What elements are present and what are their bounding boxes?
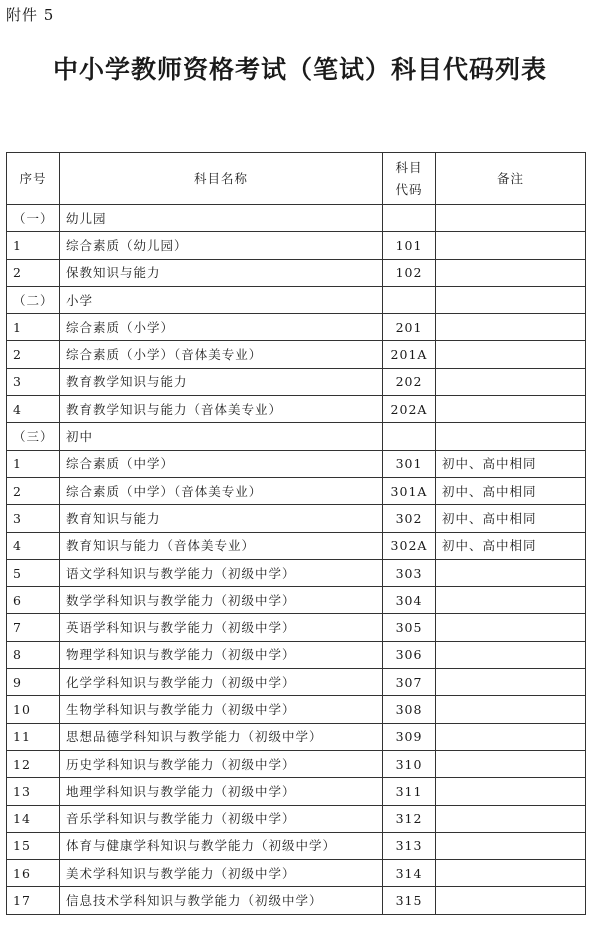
table-row bbox=[7, 232, 586, 259]
row-subject-code: 202 bbox=[383, 368, 436, 395]
header-name: 科目名称 bbox=[60, 153, 383, 205]
row-number: 5 bbox=[7, 559, 60, 586]
row-subject-code: 307 bbox=[383, 669, 436, 696]
row-number: 1 bbox=[7, 450, 60, 477]
row-subject-name: 教育知识与能力（音体美专业） bbox=[60, 532, 383, 559]
row-note: 初中、高中相同 bbox=[436, 532, 586, 559]
row-subject-name: 数学学科知识与教学能力（初级中学） bbox=[60, 587, 383, 614]
row-note bbox=[436, 259, 586, 286]
row-number: 16 bbox=[7, 860, 60, 887]
row-note bbox=[436, 832, 586, 859]
row-note bbox=[436, 314, 586, 341]
row-subject-code: 302A bbox=[383, 532, 436, 559]
table-row bbox=[7, 559, 586, 586]
row-subject-code: 308 bbox=[383, 696, 436, 723]
row-subject-name: 综合素质（中学） bbox=[60, 450, 383, 477]
row-number: 3 bbox=[7, 505, 60, 532]
row-note bbox=[436, 559, 586, 586]
table-row bbox=[7, 505, 586, 532]
table-row bbox=[7, 778, 586, 805]
row-note: 初中、高中相同 bbox=[436, 477, 586, 504]
row-subject-name: 教育知识与能力 bbox=[60, 505, 383, 532]
table-row bbox=[7, 396, 586, 423]
header-note: 备注 bbox=[436, 153, 586, 205]
row-subject-name: 综合素质（小学）（音体美专业） bbox=[60, 341, 383, 368]
row-subject-name: 英语学科知识与教学能力（初级中学） bbox=[60, 614, 383, 641]
table-row bbox=[7, 341, 586, 368]
row-subject-code: 303 bbox=[383, 559, 436, 586]
row-subject-code: 304 bbox=[383, 587, 436, 614]
row-note bbox=[436, 860, 586, 887]
row-note bbox=[436, 368, 586, 395]
row-note bbox=[436, 587, 586, 614]
row-number: 17 bbox=[7, 887, 60, 914]
header-number: 序号 bbox=[7, 153, 60, 205]
row-note bbox=[436, 341, 586, 368]
row-note: 初中、高中相同 bbox=[436, 505, 586, 532]
row-subject-name: 综合素质（幼儿园） bbox=[60, 232, 383, 259]
row-subject-code: 302 bbox=[383, 505, 436, 532]
row-subject-name: 幼儿园 bbox=[60, 205, 383, 232]
row-number: 2 bbox=[7, 341, 60, 368]
row-subject-code: 315 bbox=[383, 887, 436, 914]
row-subject-code: 313 bbox=[383, 832, 436, 859]
row-subject-name: 思想品德学科知识与教学能力（初级中学） bbox=[60, 723, 383, 750]
row-note bbox=[436, 669, 586, 696]
row-number: （三） bbox=[7, 423, 60, 450]
header-code-line1: 科目 bbox=[395, 159, 423, 175]
row-number: 9 bbox=[7, 669, 60, 696]
row-subject-code: 312 bbox=[383, 805, 436, 832]
row-subject-name: 生物学科知识与教学能力（初级中学） bbox=[60, 696, 383, 723]
row-number: 14 bbox=[7, 805, 60, 832]
header-code-line2: 代码 bbox=[395, 181, 423, 197]
row-subject-code: 102 bbox=[383, 259, 436, 286]
row-note bbox=[436, 778, 586, 805]
table-row bbox=[7, 750, 586, 777]
row-number: 2 bbox=[7, 477, 60, 504]
row-number: 2 bbox=[7, 259, 60, 286]
row-number: （二） bbox=[7, 286, 60, 313]
table-row bbox=[7, 477, 586, 504]
row-subject-name: 小学 bbox=[60, 286, 383, 313]
table-row bbox=[7, 587, 586, 614]
attachment-label: 附件 5 bbox=[6, 6, 55, 24]
row-subject-name: 综合素质（小学） bbox=[60, 314, 383, 341]
row-note bbox=[436, 805, 586, 832]
table-row bbox=[7, 860, 586, 887]
row-subject-code: 311 bbox=[383, 778, 436, 805]
row-note bbox=[436, 750, 586, 777]
row-subject-name: 初中 bbox=[60, 423, 383, 450]
row-subject-code: 301A bbox=[383, 477, 436, 504]
row-number: 1 bbox=[7, 314, 60, 341]
row-subject-name: 化学学科知识与教学能力（初级中学） bbox=[60, 669, 383, 696]
table-row bbox=[7, 314, 586, 341]
table-row bbox=[7, 887, 586, 914]
table-row bbox=[7, 259, 586, 286]
row-number: 7 bbox=[7, 614, 60, 641]
row-subject-name: 保教知识与能力 bbox=[60, 259, 383, 286]
row-number: 8 bbox=[7, 641, 60, 668]
row-subject-name: 教育教学知识与能力（音体美专业） bbox=[60, 396, 383, 423]
row-note bbox=[436, 887, 586, 914]
table-body bbox=[7, 153, 586, 915]
row-note: 初中、高中相同 bbox=[436, 450, 586, 477]
row-subject-name: 综合素质（中学）（音体美专业） bbox=[60, 477, 383, 504]
row-subject-name: 物理学科知识与教学能力（初级中学） bbox=[60, 641, 383, 668]
row-number: 13 bbox=[7, 778, 60, 805]
table-row bbox=[7, 641, 586, 668]
table-row bbox=[7, 832, 586, 859]
table-row bbox=[7, 669, 586, 696]
table-row bbox=[7, 805, 586, 832]
row-note bbox=[436, 641, 586, 668]
row-subject-code: 201 bbox=[383, 314, 436, 341]
table-row bbox=[7, 205, 586, 232]
row-subject-code bbox=[383, 423, 436, 450]
row-subject-name: 体育与健康学科知识与教学能力（初级中学） bbox=[60, 832, 383, 859]
table-row bbox=[7, 696, 586, 723]
table-row bbox=[7, 723, 586, 750]
row-note bbox=[436, 696, 586, 723]
row-number: 3 bbox=[7, 368, 60, 395]
table-row bbox=[7, 423, 586, 450]
table-header-row bbox=[7, 153, 586, 205]
row-note bbox=[436, 286, 586, 313]
row-number: 11 bbox=[7, 723, 60, 750]
row-number: 6 bbox=[7, 587, 60, 614]
table-row bbox=[7, 286, 586, 313]
row-subject-code: 301 bbox=[383, 450, 436, 477]
subject-code-table bbox=[6, 152, 586, 915]
row-subject-code: 310 bbox=[383, 750, 436, 777]
row-subject-code: 305 bbox=[383, 614, 436, 641]
row-number: （一） bbox=[7, 205, 60, 232]
row-subject-code: 309 bbox=[383, 723, 436, 750]
table-row bbox=[7, 614, 586, 641]
row-subject-name: 教育教学知识与能力 bbox=[60, 368, 383, 395]
row-subject-code bbox=[383, 286, 436, 313]
row-note bbox=[436, 723, 586, 750]
header-code bbox=[383, 153, 436, 205]
row-note bbox=[436, 232, 586, 259]
row-number: 12 bbox=[7, 750, 60, 777]
row-subject-code: 201A bbox=[383, 341, 436, 368]
row-note bbox=[436, 614, 586, 641]
row-subject-code: 306 bbox=[383, 641, 436, 668]
page-title: 中小学教师资格考试（笔试）科目代码列表 bbox=[52, 55, 547, 84]
row-number: 4 bbox=[7, 532, 60, 559]
row-number: 15 bbox=[7, 832, 60, 859]
row-note bbox=[436, 205, 586, 232]
table-row bbox=[7, 450, 586, 477]
row-subject-name: 历史学科知识与教学能力（初级中学） bbox=[60, 750, 383, 777]
row-subject-name: 美术学科知识与教学能力（初级中学） bbox=[60, 860, 383, 887]
row-subject-name: 信息技术学科知识与教学能力（初级中学） bbox=[60, 887, 383, 914]
row-subject-code: 314 bbox=[383, 860, 436, 887]
row-subject-name: 地理学科知识与教学能力（初级中学） bbox=[60, 778, 383, 805]
row-number: 4 bbox=[7, 396, 60, 423]
table-row bbox=[7, 532, 586, 559]
row-note bbox=[436, 396, 586, 423]
row-note bbox=[436, 423, 586, 450]
row-subject-code: 202A bbox=[383, 396, 436, 423]
row-number: 1 bbox=[7, 232, 60, 259]
table-row bbox=[7, 368, 586, 395]
row-number: 10 bbox=[7, 696, 60, 723]
row-subject-name: 语文学科知识与教学能力（初级中学） bbox=[60, 559, 383, 586]
row-subject-code: 101 bbox=[383, 232, 436, 259]
row-subject-name: 音乐学科知识与教学能力（初级中学） bbox=[60, 805, 383, 832]
row-subject-code bbox=[383, 205, 436, 232]
